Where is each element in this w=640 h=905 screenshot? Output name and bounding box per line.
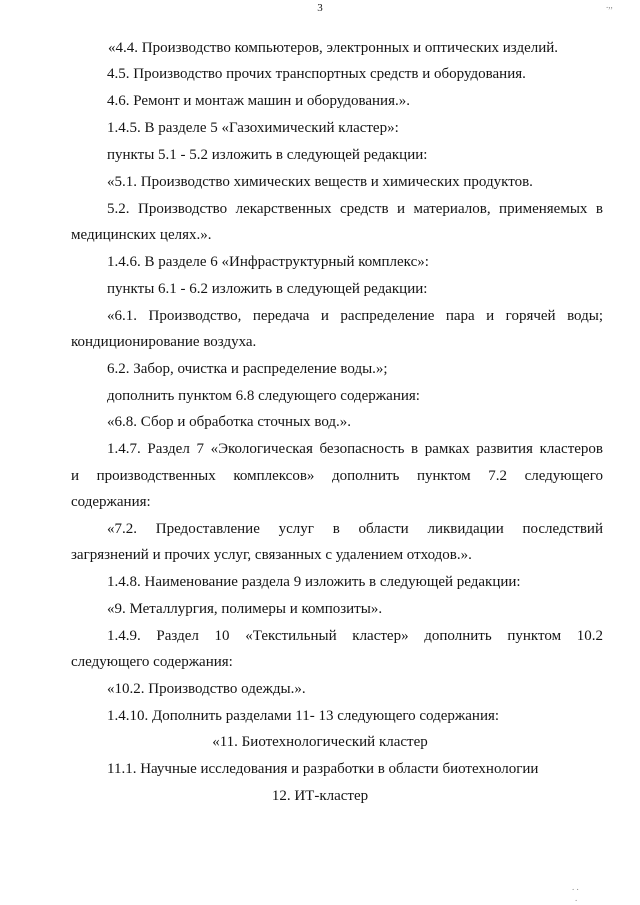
paragraph-line: «6.8. Сбор и обработка сточных вод.». <box>107 414 352 430</box>
paragraph-line: «7.2. Предоставление услуг в области ликвидации последствий <box>107 521 603 537</box>
scan-edge-mark: .,, <box>606 0 613 10</box>
paragraph-line: 1.4.5. В разделе 5 «Газохимический кластер»: <box>107 120 399 136</box>
page-number: 3 <box>317 2 323 14</box>
paragraph-line: «10.2. Производство одежды.». <box>107 681 306 697</box>
paragraph-line: 1.4.9. Раздел 10 «Текстильный кластер» дополнить пунктом 10.2 <box>107 628 603 644</box>
paragraph-line: 11.1. Научные исследования и разработки в области биотехнологии <box>107 761 539 777</box>
paragraph-line: загрязнений и прочих услуг, связанных с удалением отходов.». <box>71 547 472 563</box>
paragraph-line: пункты 6.1 - 6.2 изложить в следующей редакции: <box>107 281 428 297</box>
scan-edge-mark: . <box>575 893 578 903</box>
paragraph-line: дополнить пунктом 6.8 следующего содержания: <box>107 388 420 404</box>
paragraph-line: «4.4. Производство компьютеров, электронных и оптических изделий. <box>108 40 559 56</box>
section-heading: «11. Биотехнологический кластер <box>212 734 428 750</box>
paragraph-line: 1.4.8. Наименование раздела 9 изложить в следующей редакции: <box>107 574 521 590</box>
paragraph-line: 5.2. Производство лекарственных средств и материалов, применяемых в <box>107 201 603 217</box>
paragraph-line: 4.6. Ремонт и монтаж машин и оборудования.». <box>107 93 410 109</box>
paragraph-line: 1.4.10. Дополнить разделами 11- 13 следующего содержания: <box>107 708 500 724</box>
paragraph-line: 1.4.6. В разделе 6 «Инфраструктурный комплекс»: <box>107 254 429 270</box>
paragraph-line: и производственных комплексов» дополнить пунктом 7.2 следующего <box>71 468 603 484</box>
paragraph-line: «9. Металлургия, полимеры и композиты». <box>107 601 383 617</box>
paragraph-line: кондиционирование воздуха. <box>71 334 257 350</box>
section-heading: 12. ИТ-кластер <box>271 788 369 804</box>
paragraph-line: 4.5. Производство прочих транспортных средств и оборудования. <box>107 66 526 82</box>
paragraph-line: пункты 5.1 - 5.2 изложить в следующей редакции: <box>107 147 428 163</box>
paragraph-line: 1.4.7. Раздел 7 «Экологическая безопасность в рамках развития кластеров <box>107 441 603 457</box>
paragraph-line: «5.1. Производство химических веществ и химических продуктов. <box>107 174 533 190</box>
paragraph-line: 6.2. Забор, очистка и распределение воды.»; <box>107 361 388 377</box>
paragraph-line: «6.1. Производство, передача и распределение пара и горячей воды; <box>107 308 603 324</box>
paragraph-line: медицинских целях.». <box>71 227 212 243</box>
scan-edge-mark: . . <box>572 882 579 892</box>
paragraph-line: следующего содержания: <box>71 654 233 670</box>
paragraph-line: содержания: <box>71 494 151 510</box>
